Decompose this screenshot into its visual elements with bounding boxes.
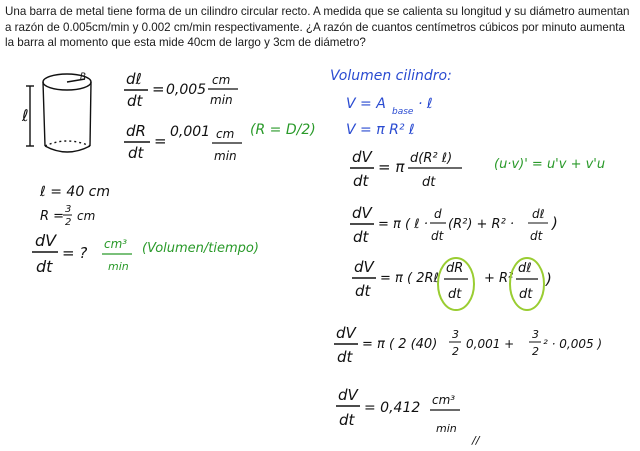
derivative-step-2	[350, 204, 558, 246]
cylinder-diagram	[26, 74, 91, 152]
step1-lhs-num: dV	[352, 148, 372, 166]
unknown-unit	[102, 237, 259, 273]
step2-part-a: = π ( ℓ ·	[378, 217, 428, 232]
step2-lhs-num: dV	[352, 204, 372, 222]
step4-f2-num: 3	[532, 328, 539, 341]
problem-line-1: Una barra de metal tiene forma de un cilindro circular recto. A medida que se calienta su longitud y su diámetro aumentan	[5, 5, 630, 18]
step3-l-den: dt	[519, 287, 533, 302]
eq1-end: · ℓ	[418, 96, 433, 112]
volume-title: Volumen cilindro:	[330, 68, 452, 84]
step4-part-a: = π ( 2 (40)	[362, 337, 438, 352]
given-radius-num: 3	[65, 204, 72, 215]
dl-dt-unit-num: cm	[212, 73, 231, 87]
given-radius	[40, 204, 95, 228]
step3-lhs-den: dt	[355, 282, 371, 300]
unknown-num: dV	[35, 231, 57, 250]
dr-dt-num: dR	[126, 122, 146, 140]
dr-dt-value: 0,001	[170, 124, 211, 140]
step3-part-b: + R²	[484, 271, 514, 286]
radius-label: R	[80, 72, 87, 82]
given-radius-den: 2	[65, 217, 72, 228]
step1-frac-den: dt	[422, 175, 436, 190]
given-length: ℓ = 40 cm	[40, 184, 111, 200]
volume-eq-1	[346, 96, 433, 117]
step4-part-b: 0,001 +	[466, 337, 515, 351]
result	[336, 386, 481, 447]
derivative-step-3	[352, 258, 552, 310]
step3-r-den: dt	[448, 287, 462, 302]
step4-part-c: ² · 0,005 )	[543, 337, 603, 351]
unknown-value: = ?	[62, 244, 88, 262]
substitution-step	[334, 324, 602, 366]
step2-l-den: dt	[530, 229, 543, 243]
unknown-unit-num: cm³	[104, 237, 128, 251]
dr-dt-den: dt	[128, 144, 144, 162]
result-unit-den: min	[436, 422, 457, 435]
step1-frac-num: d(R² ℓ)	[410, 151, 453, 166]
dl-dt-rate	[124, 70, 238, 110]
dr-dt-rate	[124, 122, 316, 163]
step4-f2-den: 2	[532, 345, 539, 358]
result-value: = 0,412	[364, 400, 421, 416]
dl-dt-unit-den: min	[210, 93, 233, 107]
radius-diameter-note: (R = D/2)	[250, 122, 316, 138]
step3-lhs-num: dV	[354, 258, 374, 276]
result-unit-num: cm³	[432, 393, 456, 407]
volume-eq-2: V = π R² ℓ	[346, 122, 415, 138]
step3-part-a: = π ( 2Rℓ	[380, 271, 439, 286]
unknown-rate	[32, 231, 87, 276]
step1-lhs-den: dt	[353, 172, 369, 190]
step1-rhs: = π	[378, 158, 405, 176]
step4-f1-num: 3	[452, 328, 459, 341]
result-lhs-den: dt	[339, 411, 355, 429]
end-mark: //	[472, 434, 480, 447]
eq1-sub: base	[392, 107, 414, 117]
dl-dt-num: dℓ	[126, 70, 142, 88]
problem-line-3: la barra al momento que esta mide 40cm de largo y 3cm de diámetro?	[5, 36, 366, 49]
dr-dt-unit-num: cm	[216, 127, 235, 141]
product-rule: (u·v)' = u'v + v'u	[494, 157, 606, 172]
svg-text:=: =	[154, 132, 167, 150]
step2-d-den: dt	[431, 229, 444, 243]
step4-lhs-num: dV	[336, 324, 356, 342]
step2-lhs-den: dt	[353, 228, 369, 246]
derivative-step-1	[350, 148, 462, 190]
problem-line-2: a razón de 0.005cm/min y 0.002 cm/min respectivamente. ¿A razón de cuantos centímetros cúbicos por minuto aumenta	[5, 20, 625, 34]
step4-f1-den: 2	[452, 345, 459, 358]
dl-dt-den: dt	[127, 92, 143, 110]
given-radius-prefix: R =	[40, 209, 65, 224]
dl-dt-value: 0,005	[166, 82, 207, 98]
svg-text:=: =	[152, 80, 165, 98]
svg-text:): )	[552, 214, 558, 232]
step2-part-b: (R²) + R² ·	[448, 217, 515, 232]
step2-d-num: d	[434, 207, 442, 221]
step3-l-num: dℓ	[518, 261, 532, 276]
svg-text:): )	[546, 270, 552, 288]
result-lhs-num: dV	[338, 386, 358, 404]
given-radius-unit: cm	[77, 209, 96, 223]
step3-r-num: dR	[446, 261, 464, 276]
unknown-den: dt	[36, 257, 53, 276]
step4-lhs-den: dt	[337, 348, 353, 366]
dr-dt-unit-den: min	[214, 149, 237, 163]
unknown-unit-den: min	[108, 260, 129, 273]
length-label: ℓ	[22, 106, 29, 125]
unknown-note: (Volumen/tiempo)	[142, 241, 259, 256]
step2-l-num: dℓ	[532, 207, 545, 221]
eq1-main: V = A	[346, 96, 386, 112]
